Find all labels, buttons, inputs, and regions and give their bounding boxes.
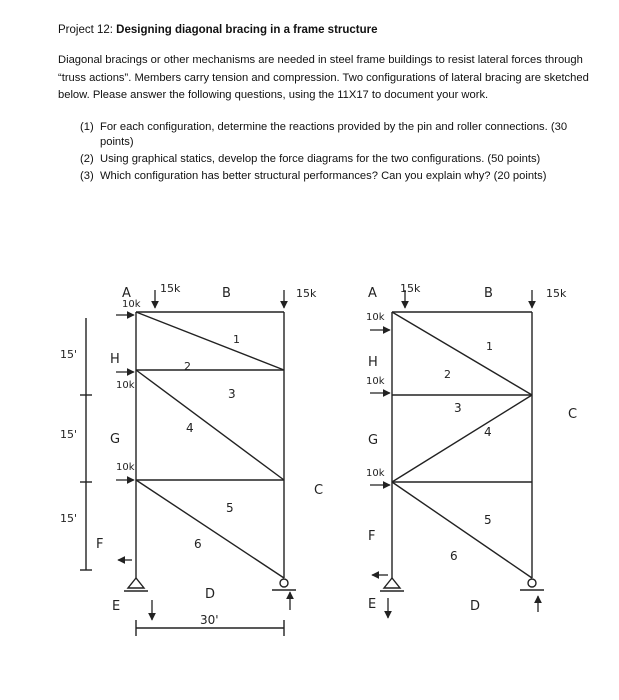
left-label-H: H bbox=[110, 352, 120, 367]
left-diagonal-2 bbox=[136, 370, 284, 480]
right-label-E: E bbox=[368, 597, 377, 612]
right-label-D: D bbox=[470, 599, 481, 614]
title-bold: Designing diagonal bracing in a frame structure bbox=[116, 24, 378, 36]
question-item: (2) Using graphical statics, develop the force diagrams for the two configurations. (50 points) bbox=[80, 153, 541, 165]
left-member-3: 3 bbox=[228, 387, 236, 401]
right-load-15k-a: 15k bbox=[400, 282, 421, 295]
right-pin-support bbox=[384, 578, 400, 588]
right-member-4: 4 bbox=[484, 425, 492, 439]
question-item: (1) For each configuration, determine the reactions provided by the pin and roller connections. (30 points) bbox=[80, 121, 568, 148]
left-load-10k-top: 10k bbox=[122, 299, 141, 310]
left-load-10k-mid: 10k bbox=[116, 380, 135, 391]
right-member-3: 3 bbox=[454, 401, 462, 415]
left-diagonal-3 bbox=[136, 480, 284, 578]
left-load-15k-a: 15k bbox=[160, 282, 181, 295]
left-member-5: 5 bbox=[226, 501, 234, 515]
left-story-3: 15' bbox=[60, 512, 78, 525]
left-span: 30' bbox=[200, 613, 219, 627]
left-load-15k-b: 15k bbox=[296, 287, 317, 300]
left-roller-support bbox=[280, 579, 288, 587]
left-load-10k-low: 10k bbox=[116, 462, 135, 473]
right-member-6: 6 bbox=[450, 549, 458, 563]
right-label-A: A bbox=[368, 286, 377, 301]
question-item: (3) Which configuration has better structural performances? Can you explain why? (20 points) bbox=[80, 170, 547, 182]
left-label-F: F bbox=[96, 537, 104, 552]
right-label-G: G bbox=[368, 433, 379, 448]
left-label-D: D bbox=[205, 587, 216, 602]
right-label-C: C bbox=[568, 407, 578, 422]
left-member-1: 1 bbox=[233, 333, 240, 346]
left-label-C: C bbox=[314, 483, 324, 498]
right-load-10k-mid: 10k bbox=[366, 376, 385, 387]
right-member-5: 5 bbox=[484, 513, 492, 527]
left-pin-support bbox=[128, 578, 144, 588]
right-load-15k-b: 15k bbox=[546, 287, 567, 300]
left-diagonal-1 bbox=[136, 312, 284, 370]
right-member-1: 1 bbox=[486, 340, 493, 353]
left-member-2: 2 bbox=[184, 360, 191, 373]
left-member-6: 6 bbox=[194, 537, 202, 551]
right-label-F: F bbox=[368, 529, 376, 544]
left-label-E: E bbox=[112, 599, 121, 614]
right-roller-support bbox=[528, 579, 536, 587]
right-load-10k-low: 10k bbox=[366, 468, 385, 479]
right-frame bbox=[380, 312, 544, 591]
left-label-G: G bbox=[110, 432, 121, 447]
left-story-1: 15' bbox=[60, 348, 78, 361]
right-diagonal-2 bbox=[392, 395, 532, 482]
right-diagonal-3 bbox=[392, 482, 532, 578]
title-prefix: Project 12: bbox=[58, 24, 117, 36]
right-load-10k-top: 10k bbox=[366, 312, 385, 323]
right-label-H: H bbox=[368, 355, 378, 370]
intro-paragraph: Diagonal bracings or other mechanisms are needed in steel frame buildings to resist lateral forces through “truss actions”. Members carry tension and compression. Two configurations of lateral bracing are sketched below. Please answer the following questions, using the 11X17 to document your work. bbox=[58, 54, 589, 101]
right-member-2: 2 bbox=[444, 368, 451, 381]
right-label-B: B bbox=[484, 286, 493, 301]
left-member-4: 4 bbox=[186, 421, 194, 435]
left-label-B: B bbox=[222, 286, 231, 301]
left-label-A: A bbox=[122, 286, 131, 301]
right-diagonal-1 bbox=[392, 312, 532, 395]
left-story-2: 15' bbox=[60, 428, 78, 441]
